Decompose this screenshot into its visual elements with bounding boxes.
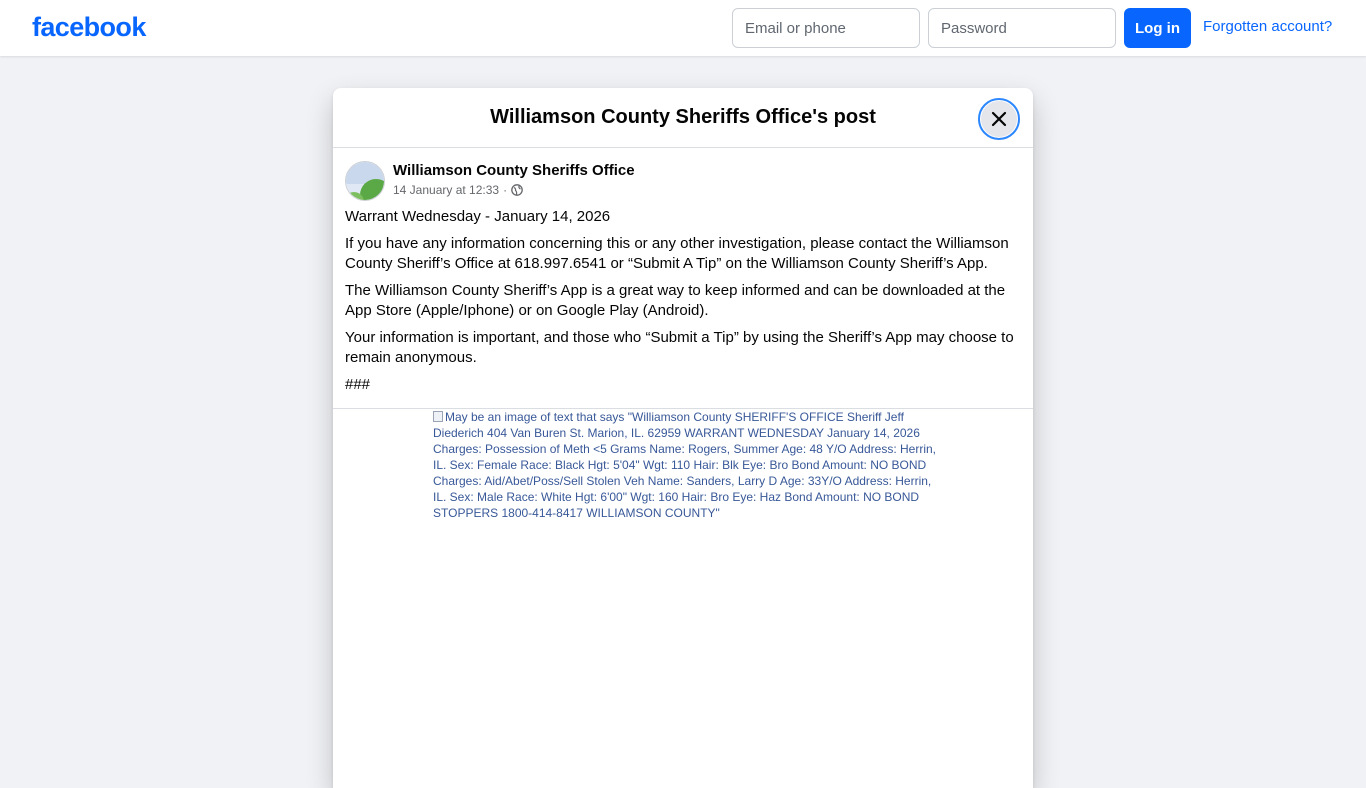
post-meta <box>393 183 523 197</box>
author-name[interactable]: Williamson County Sheriffs Office <box>393 162 635 179</box>
broken-image-icon <box>433 411 443 422</box>
login-button[interactable]: Log in <box>1124 8 1191 48</box>
dialog-title: Williamson County Sheriffs Office's post <box>490 106 876 128</box>
post-paragraph: ### <box>345 376 371 393</box>
close-button[interactable] <box>978 98 1020 140</box>
password-field[interactable] <box>928 8 1116 48</box>
globe-icon[interactable] <box>511 184 523 196</box>
top-navigation-bar <box>0 0 1366 56</box>
post-paragraph: Your information is important, and those who “Submit a Tip” by using the Sheriff’s App may choose to remain anonymous. <box>345 329 1014 366</box>
forgotten-account-link[interactable]: Forgotten account? <box>1203 18 1333 35</box>
image-alt-text: May be an image of text that says "Williamson County SHERIFF'S OFFICE Sheriff Jeff Diederich 404 Van Buren St. Marion, IL. 62959 WARRANT WEDNESDAY January 14, 2026 Charges: Possession of Meth <5 Grams Name: Rogers, Summer Age: 48 Y/O Address: Herrin, IL. Sex: Female Race: Black Hgt: 5'04" Wgt: 110 Hair: Blk Eye: Bro Bond Amount: NO BOND Charges: Aid/Abet/Poss/Sell Stolen Veh Name: Sanders, Larry D Age: 33Y/O Address: Herrin, IL. Sex: Male Race: White Hgt: 6'00" Wgt: 160 Hair: Bro Eye: Haz Bond Amount: NO BOND STOPPERS 1800-414-8417 WILLIAMSON COUNTY" <box>433 410 936 520</box>
meta-separator: · <box>503 183 508 197</box>
post-paragraph: Warrant Wednesday - January 14, 2026 <box>345 208 611 225</box>
post-paragraph: If you have any information concerning this or any other investigation, please contact the Williamson County Sheriff’s Office at 618.997.6541 or “Submit A Tip” on the Williamson County Sheriff’s App. <box>345 235 1009 272</box>
post-body <box>345 207 1025 402</box>
post-paragraph: The Williamson County Sheriff’s App is a great way to keep informed and can be downloaded at the App Store (Apple/Iphone) or on Google Play (Android). <box>345 282 1006 319</box>
facebook-logo[interactable]: facebook <box>32 12 146 42</box>
post-timestamp[interactable]: 14 January at 12:33 <box>393 183 500 197</box>
avatar-image <box>346 162 385 201</box>
post-dialog <box>333 88 1033 788</box>
dialog-header <box>333 88 1033 148</box>
close-icon <box>990 110 1008 128</box>
post-image[interactable] <box>433 409 943 521</box>
email-field[interactable] <box>732 8 920 48</box>
author-avatar[interactable] <box>345 161 385 201</box>
